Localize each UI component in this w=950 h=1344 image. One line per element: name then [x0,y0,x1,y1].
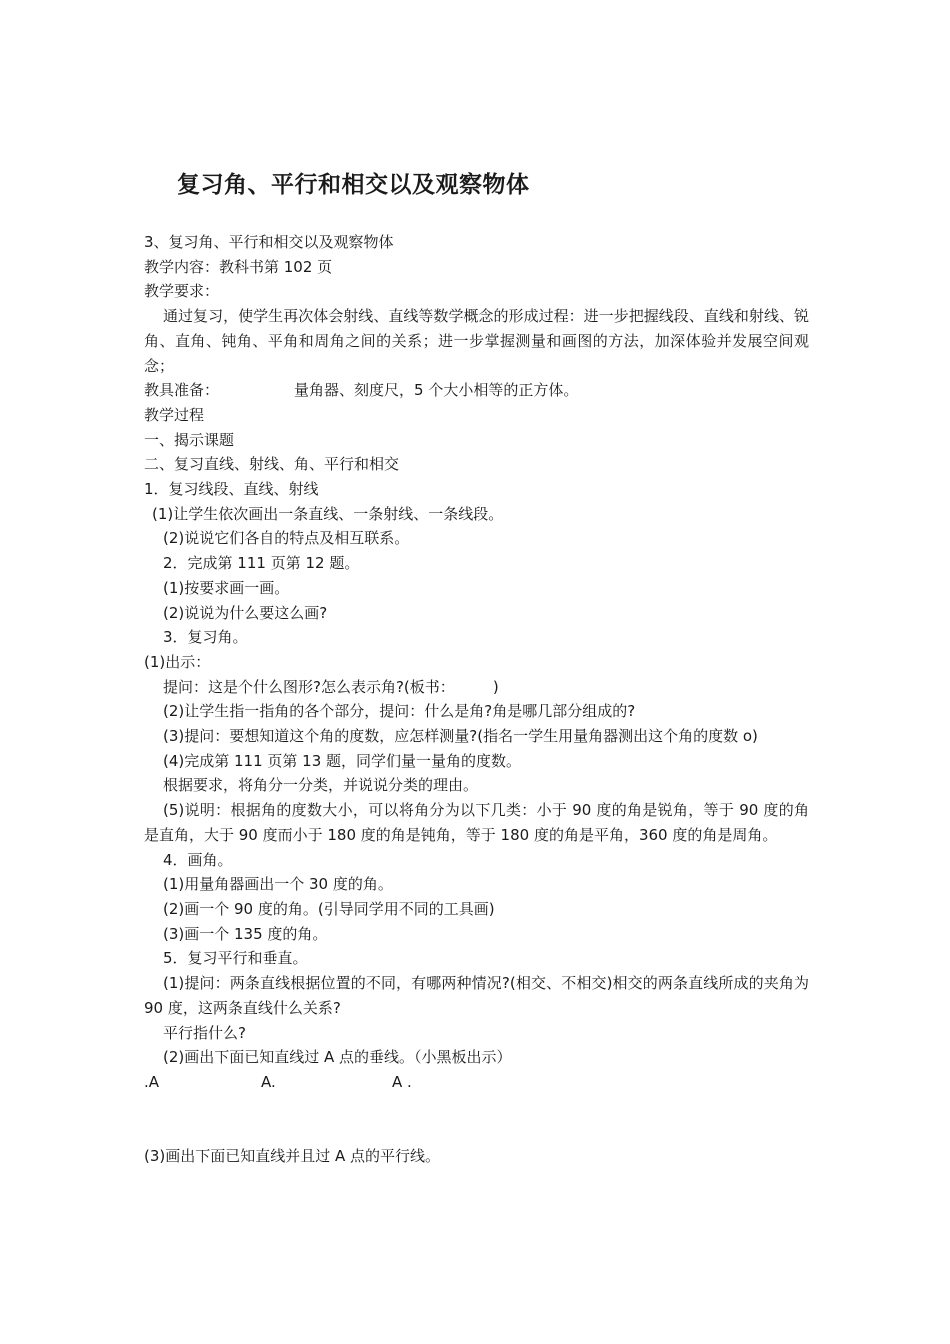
point-label-a-2: A. [261,1072,276,1091]
item-3-step-1: (1)出示： [144,652,211,671]
teaching-aids [144,378,809,403]
teaching-content: 教学内容：教科书第 102 页 [144,257,333,276]
point-label-a-1: .A [144,1072,160,1091]
item-5-parallel-question: 平行指什么? [163,1023,246,1042]
item-3-step-2: (2)让学生指一指角的各个部分，提问：什么是角?角是哪几部分组成的? [163,702,636,721]
item-3-step-4: (4)完成第 111 页第 13 题，同学们量一量角的度数。 [163,751,522,770]
document-body [144,230,809,1168]
teaching-aids-label: 教具准备： [144,381,220,400]
section-heading: 3、复习角、平行和相交以及观察物体 [144,233,394,251]
item-4-step-3: (3)画一个 135 度的角。 [163,924,328,943]
item-1-step-2: (2)说说它们各自的特点及相互联系。 [163,529,410,548]
item-1-step-1: (1)让学生依次画出一条直线、一条射线、一条线段。 [152,504,504,523]
teaching-process-heading: 教学过程 [144,405,205,424]
item-4-step-2: (2)画一个 90 度的角。(引导同学用不同的工具画) [163,899,495,918]
item-5-step-3: (3)画出下面已知直线并且过 A 点的平行线。 [144,1146,441,1165]
item-2-step-1: (1)按要求画一画。 [163,578,290,597]
item-2-step-2: (2)说说为什么要这么画? [163,603,328,622]
item-3-step-3: (3)提问：要想知道这个角的度数，应怎样测量?(指名一学生用量角器测出这个角的度数 o) [163,727,758,746]
item-3-question: 提问：这是个什么图形?怎么表示角?(板书： ) [163,677,499,696]
teaching-requirements-text: 通过复习，使学生再次体会射线、直线等数学概念的形成过程：进一步把握线段、直线和射线、锐角、直角、钝角、平角和周角之间的关系；进一步掌握测量和画图的方法，加深体验并发展空间观念； [144,307,809,375]
item-2-heading: 2．完成第 111 页第 12 题。 [163,554,360,573]
document-title: 复习角、平行和相交以及观察物体 [177,172,530,198]
item-3-classify: 根据要求，将角分一分类，并说说分类的理由。 [163,776,479,795]
point-label-a-3: A . [392,1072,412,1091]
item-3-heading: 3．复习角。 [163,628,248,647]
part-two-heading: 二、复习直线、射线、角、平行和相交 [144,455,400,474]
item-3-step-5: (5)说明：根据角的度数大小，可以将角分为以下几类：小于 90 度的角是锐角，等于 90 度的角是直角，大于 90 度而小于 180 度的角是钝角，等于 180 度的角是平角，360 度的角是周角。 [144,801,809,844]
item-1-heading: 1．复习线段、直线、射线 [144,480,319,499]
teaching-aids-items: 量角器、刻度尺，5 个大小相等的正方体。 [294,381,579,400]
item-5-heading: 5．复习平行和垂直。 [163,949,308,968]
item-4-heading: 4．画角。 [163,850,233,869]
teaching-requirements-label: 教学要求： [144,282,220,301]
point-labels-row [144,1070,809,1095]
drawing-space [144,1095,809,1144]
item-4-step-1: (1)用量角器画出一个 30 度的角。 [163,875,393,894]
part-one-heading: 一、揭示课题 [144,430,235,449]
item-5-step-2: (2)画出下面已知直线过 A 点的垂线。（小黑板出示） [163,1048,512,1067]
item-5-step-1: (1)提问：两条直线根据位置的不同，有哪两种情况?(相交、不相交)相交的两条直线所成的夹角为 90 度，这两条直线什么关系? [144,974,809,1017]
